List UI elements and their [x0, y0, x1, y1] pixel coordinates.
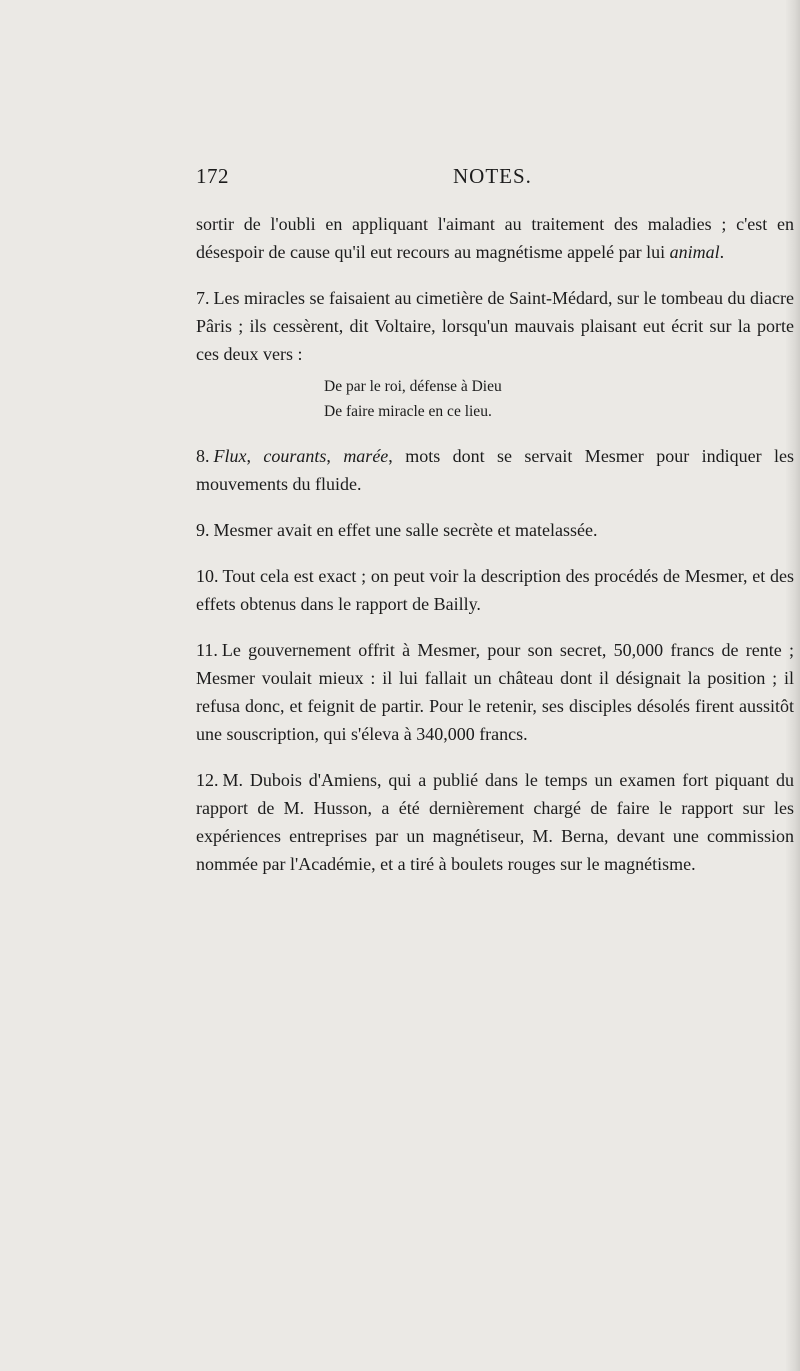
- note-number: 8.: [196, 446, 210, 466]
- note-text: Le gouvernement offrit à Mesmer, pour son secret, 50,000 francs de rente ; Mesmer voulait mieux : il lui fallait un château dont il désignait la position ; il refusa donc, et feignit de partir. Pour le retenir, ses disciples désolés firent aussitôt une souscription, qui s'éleva à 340,000 francs.: [196, 640, 794, 744]
- note-number: 12.: [196, 770, 219, 790]
- note-11: [196, 636, 794, 748]
- note-10: [196, 562, 794, 618]
- spacer: [196, 498, 794, 516]
- note-text: Tout cela est exact ; on peut voir la description des procédés de Mesmer, et des effets obtenus dans le rapport de Bailly.: [196, 566, 794, 614]
- note-text: M. Dubois d'Amiens, qui a publié dans le temps un examen fort piquant du rapport de M. Husson, a été dernièrement chargé de faire le rapport sur les expériences entreprises par un magnétiseur, M. Berna, devant une commission nommée par l'Académie, et a tiré à boulets rouges sur le magnétisme.: [196, 770, 794, 874]
- note-continuation: [196, 210, 794, 266]
- verse-line: De faire miracle en ce lieu.: [324, 403, 492, 420]
- note-italic-term: courants: [263, 446, 327, 466]
- note-italic-term: Flux: [213, 446, 247, 466]
- note-text: sortir de l'oubli en appliquant l'aimant au traitement des maladies ; c'est en désespoir de cause qu'il eut recours au magnétisme appelé par lui: [196, 214, 794, 262]
- note-9: [196, 516, 794, 544]
- note-italic-term: marée: [343, 446, 389, 466]
- note-italic-term: animal: [669, 242, 720, 262]
- page-header: [196, 164, 794, 196]
- note-text: ,: [326, 446, 344, 466]
- spacer: [196, 424, 794, 442]
- page-number: 172: [196, 164, 229, 188]
- spacer: [196, 266, 794, 284]
- spacer: [196, 544, 794, 562]
- spacer: [196, 748, 794, 766]
- verse-quote: [196, 374, 794, 424]
- note-number: 10.: [196, 566, 219, 586]
- note-text: ,: [246, 446, 264, 466]
- note-7: [196, 284, 794, 368]
- note-12: [196, 766, 794, 878]
- note-text: .: [719, 242, 725, 262]
- running-title: NOTES.: [453, 164, 532, 188]
- note-number: 11.: [196, 640, 218, 660]
- note-text: Mesmer avait en effet une salle secrète et matelassée.: [213, 520, 598, 540]
- note-text: , mots dont se servait Mesmer pour indiquer les mouvements du fluide.: [196, 446, 794, 494]
- note-8: [196, 442, 794, 498]
- notes-body: [196, 210, 794, 878]
- note-number: 9.: [196, 520, 210, 540]
- verse-line: De par le roi, défense à Dieu: [324, 378, 502, 395]
- note-number: 7.: [196, 288, 210, 308]
- note-text: Les miracles se faisaient au cimetière de Saint-Médard, sur le tombeau du diacre Pâris ; ils cessèrent, dit Voltaire, lorsqu'un mauvais plaisant eut écrit sur la porte ces deux vers :: [196, 288, 794, 364]
- spacer: [196, 618, 794, 636]
